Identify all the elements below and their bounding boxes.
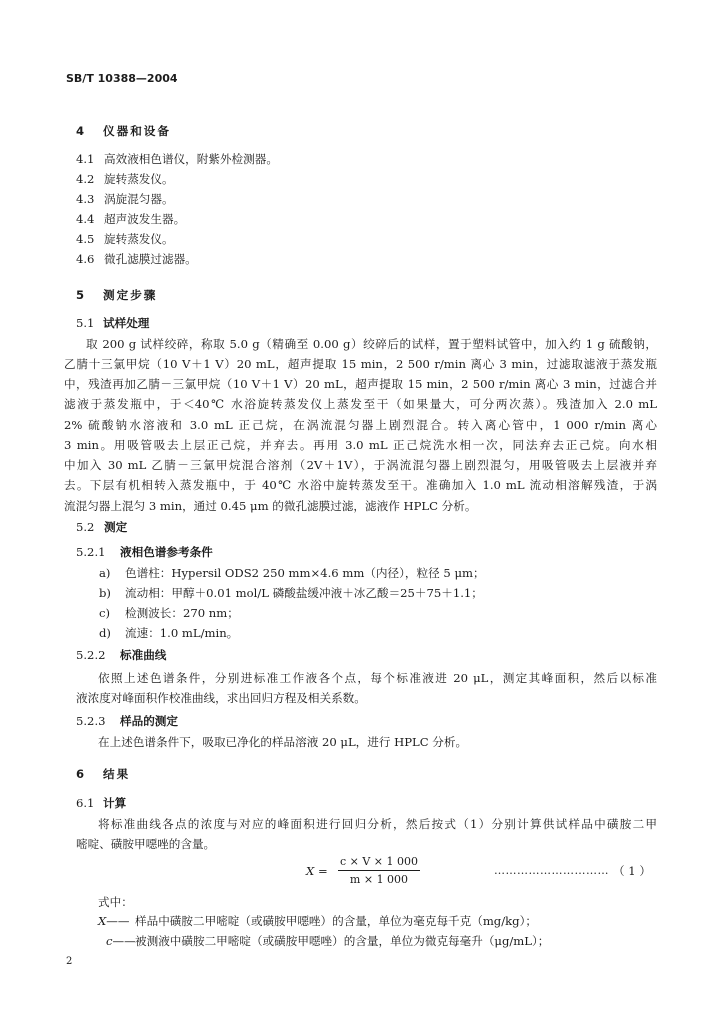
definition-symbol: c—— [106,934,136,948]
page-number: 2 [66,956,73,967]
item-4-4-number: 4.4 [76,212,95,226]
item-4-6-number: 4.6 [76,252,95,266]
item-4-1-text: 高效液相色谱仪，附紫外检测器。 [104,152,278,166]
subsection-6-1-number: 6.1 [76,796,95,810]
formula-denominator: m × 1 000 [349,873,409,886]
paragraph-line: 将标准曲线各点的浓度与对应的峰面积进行回归分析，然后按式（1）分别计算供试样品中磺胺二甲 [98,817,657,831]
subsection-5-2-3-number: 5.2.3 [76,714,106,728]
paragraph-line: 滤液于蒸发瓶中，于＜40℃ 水浴旋转蒸发仪上蒸发至干（如果量大，可分两次蒸）。残渣加入 2.0 mL [64,397,657,411]
paragraph-line: 嘧啶、磺胺甲噁唑的含量。 [76,837,216,851]
paragraph-line: 中加入 30 mL 乙腈－三氯甲烷混合溶剂（2V＋1V），于涡流混匀器上剧烈混匀，用吸管吸去上层液并弃 [64,458,657,472]
section-5-heading: 测定步骤 [103,288,158,302]
item-4-4-text: 超声波发生器。 [104,212,186,226]
item-4-2-text: 旋转蒸发仪。 [104,172,174,186]
paragraph-line: 流混匀器上混匀 3 min，通过 0.45 μm 的微孔滤膜过滤，滤液作 HPLC 分析。 [64,499,477,513]
item-4-3-number: 4.3 [76,192,95,206]
paragraph-line: 去。下层有机相转入蒸发瓶中，于 40℃ 水浴中旋转蒸发至干。准确加入 1.0 mL 流动相溶解残渣，于涡 [64,478,657,492]
section-4-heading: 仪器和设备 [103,124,171,138]
item-4-3-text: 涡旋混匀器。 [104,192,174,206]
definition-text: 样品中磺胺二甲嘧啶（或磺胺甲噁唑）的含量，单位为毫克每千克（mg/kg）； [135,914,537,928]
formula-leader-dots: ………………………… [494,864,609,877]
subsection-5-2-1-number: 5.2.1 [76,545,106,559]
subsection-5-2-2-number: 5.2.2 [76,648,106,662]
item-4-2-number: 4.2 [76,172,95,186]
subsection-5-2-number: 5.2 [76,520,95,534]
section-4-number: 4 [76,124,85,138]
condition-b-label: b) [99,586,111,600]
item-4-5-text: 旋转蒸发仪。 [104,232,174,246]
condition-a-label: a) [99,566,111,580]
formula-fraction-bar [338,870,420,871]
definition-symbol: X—— [98,914,130,928]
paragraph-line: 3 min。用吸管吸去上层正己烷，并弃去。再用 3.0 mL 正己烷洗水相一次，同法弃去正己烷。向水相 [64,438,657,452]
condition-b-text: 流动相：甲醇＋0.01 mol/L 磷酸盐缓冲液＋冰乙酸＝25＋75＋1.1； [125,586,483,600]
paragraph-line: 在上述色谱条件下，吸取已净化的样品溶液 20 μL，进行 HPLC 分析。 [98,735,468,749]
paragraph-line: 2% 硫酸钠水溶液和 3.0 mL 正己烷，在涡流混匀器上剧烈混合。转入离心管中，1 000 r/min 离心 [64,418,657,432]
formula-lhs: X = [306,864,328,878]
definition-text: 被测液中磺胺二甲嘧啶（或磺胺甲噁唑）的含量，单位为微克每毫升（μg/mL）； [135,934,550,948]
condition-c-text: 检测波长：270 nm； [125,606,239,620]
condition-c-label: c) [99,606,111,620]
item-4-1-number: 4.1 [76,152,95,166]
paragraph-line: 液浓度对峰面积作校准曲线，求出回归方程及相关系数。 [76,691,366,705]
formula-equation-number: （ 1 ） [613,864,651,878]
condition-a-text: 色谱柱：Hypersil ODS2 250 mm×4.6 mm（内径），粒径 5 μm； [125,566,485,580]
formula-numerator: c × V × 1 000 [339,855,418,868]
subsection-5-1-number: 5.1 [76,316,95,330]
section-5-number: 5 [76,288,85,302]
paragraph-line: 中，残渣再加乙腈－三氯甲烷（10 V＋1 V）20 mL，超声提取 15 min，2 500 r/min 离心 3 min，过滤合并 [64,377,657,391]
item-4-5-number: 4.5 [76,232,95,246]
condition-d-label: d) [99,626,111,640]
section-6-number: 6 [76,767,85,781]
item-4-6-text: 微孔滤膜过滤器。 [104,252,197,266]
paragraph-line: 依照上述色谱条件，分别进标准工作液各个点，每个标准液进 20 μL，测定其峰面积，然后以标准 [98,671,657,685]
condition-d-text: 流速：1.0 mL/min。 [125,626,239,640]
subsection-6-1-title: 计算 [103,796,127,810]
subsection-5-1-title: 试样处理 [103,316,150,330]
paragraph-line: 乙腈十三氯甲烷（10 V＋1 V）20 mL，超声提取 15 min，2 500 r/min 离心 3 min，过滤取滤液于蒸发瓶 [64,357,657,371]
subsection-5-2-2-title: 标准曲线 [120,648,167,662]
paragraph-line: 取 200 g 试样绞碎，称取 5.0 g（精确至 0.00 g）绞碎后的试样，置于塑料试管中，加入约 1 g 硫酸钠， [86,337,657,351]
where-label: 式中： [98,895,133,909]
section-6-heading: 结果 [103,767,131,781]
standard-number: SB/T 10388—2004 [66,72,178,85]
subsection-5-2-1-title: 液相色谱参考条件 [120,545,213,559]
subsection-5-2-3-title: 样品的测定 [120,714,178,728]
subsection-5-2-title: 测定 [104,520,128,534]
